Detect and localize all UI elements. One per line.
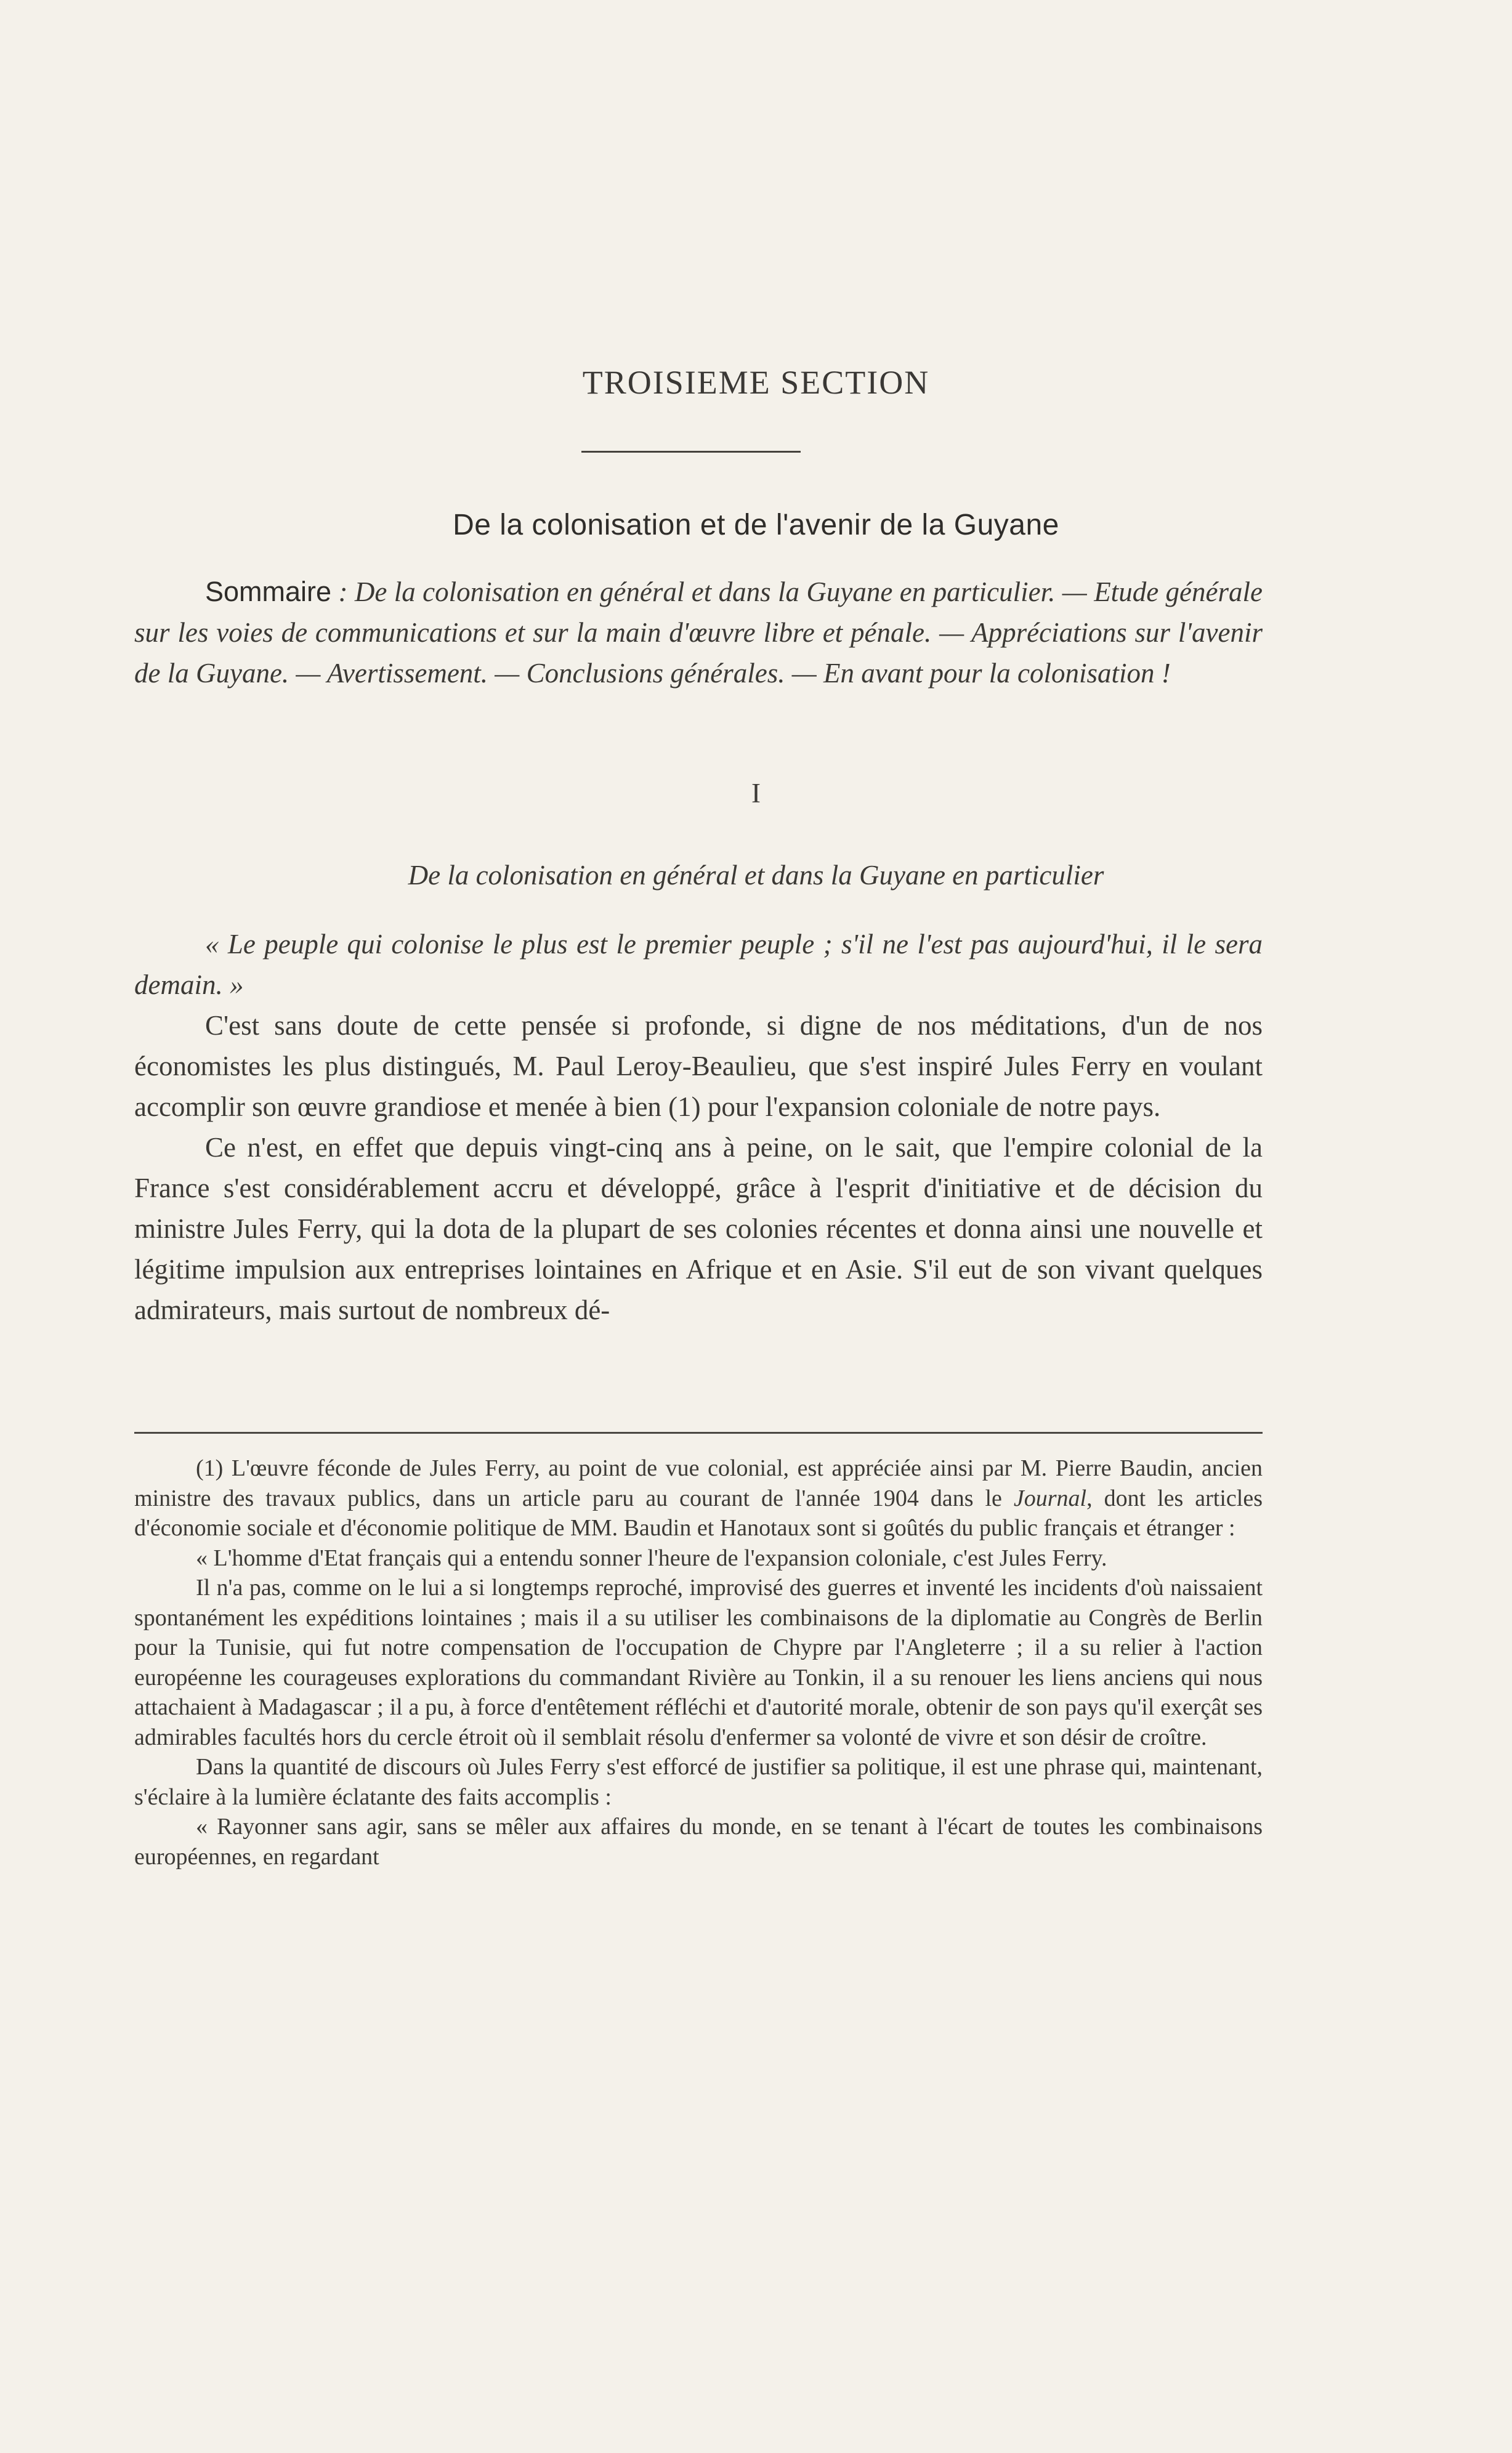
summary-label: Sommaire [205,576,332,607]
section-title: TROISIEME SECTION [582,364,930,401]
body-text [134,924,1263,1330]
footnote-1 [134,1453,1263,1543]
part-subheading: De la colonisation en général et dans la Guyane en particulier [408,860,1104,891]
footnote-paragraph: Dans la quantité de discours où Jules Ferry s'est efforcé de justifier sa politique, il est une phrase qui, maintenant, s'éclaire à la lumière éclatante des faits accomplis : [134,1754,1263,1810]
footnote-paragraph: « Rayonner sans agir, sans se mêler aux affaires du monde, en se tenant à l'écart de toutes les combinaisons européennes, en regardant [134,1814,1263,1870]
summary-paragraph [134,572,1263,693]
footnote-1-text: (1) L'œuvre féconde de Jules Ferry, au point de vue colonial, est appréciée ainsi par M. Pierre Baudin, ancien ministre des travaux publics, dans un article paru au courant de l'année 1904 dans le [134,1455,1263,1511]
part-number: I [751,778,761,809]
footnotes [134,1453,1263,1872]
footnote-1-journal: Journal [1013,1485,1087,1511]
chapter-title: De la colonisation et de l'avenir de la Guyane [453,509,1059,541]
epigraph-quote: « Le peuple qui colonise le plus est le premier peuple ; s'il ne l'est pas aujourd'hui, il le sera demain. » [134,929,1263,1000]
body-paragraph: Ce n'est, en effet que depuis vingt-cinq ans à peine, on le sait, que l'empire colonial de la France s'est considérablement accru et développé, grâce à l'esprit d'initiative et de décision du ministre Jules Ferry, qui la dota de la plupart de ses colonies récentes et donna ainsi une nouvelle et légitime impulsion aux entreprises lointaines en Afrique et en Asie. S'il eut de son vivant quelques admirateurs, mais surtout de nombreux dé- [134,1132,1263,1325]
title-rule [581,451,801,453]
footnote-rule [134,1432,1263,1434]
footnote-paragraph: « L'homme d'Etat français qui a entendu sonner l'heure de l'expansion coloniale, c'est Jules Ferry. [196,1545,1107,1571]
body-paragraph: C'est sans doute de cette pensée si profonde, si digne de nos méditations, d'un de nos économistes les plus distingués, M. Paul Leroy-Beaulieu, que s'est inspiré Jules Ferry en voulant accomplir son œuvre grandiose et menée à bien (1) pour l'expansion coloniale de notre pays. [134,1010,1263,1122]
summary-text: : De la colonisation en général et dans la Guyane en particulier. — Etude générale sur les voies de communications et sur la main d'œuvre libre et pénale. — Appréciations sur l'avenir de la Guyane. — Avertissement. — Conclusions générales. — En avant pour la colonisation ! [134,576,1263,689]
footnote-paragraph: Il n'a pas, comme on le lui a si longtemps reproché, improvisé des guerres et inventé les incidents d'où naissaient spontanément les expéditions lointaines ; mais il a su utiliser les combinaisons de la diplomatie au Congrès de Berlin pour la Tunisie, qui fut notre compensation de l'occupation de Chypre par l'Angleterre ; il a su relier à l'action européenne les courageuses explorations du commandant Rivière au Tonkin, il a su renouer les liens anciens qui nous attachaient à Madagascar ; il a pu, à force d'entêtement réfléchi et d'autorité morale, obtenir de son pays qu'il exerçât ses admirables facultés hors du cercle étroit où il semblait résolu d'enfermer sa volonté de vivre et son désir de croître. [134,1575,1263,1750]
summary-block [134,572,1263,693]
footnote-1-rest: , dont les articles d'économie sociale et d'économie politique de MM. Baudin et Hanotaux sont si goûtés du public français et étranger : [134,1485,1263,1541]
